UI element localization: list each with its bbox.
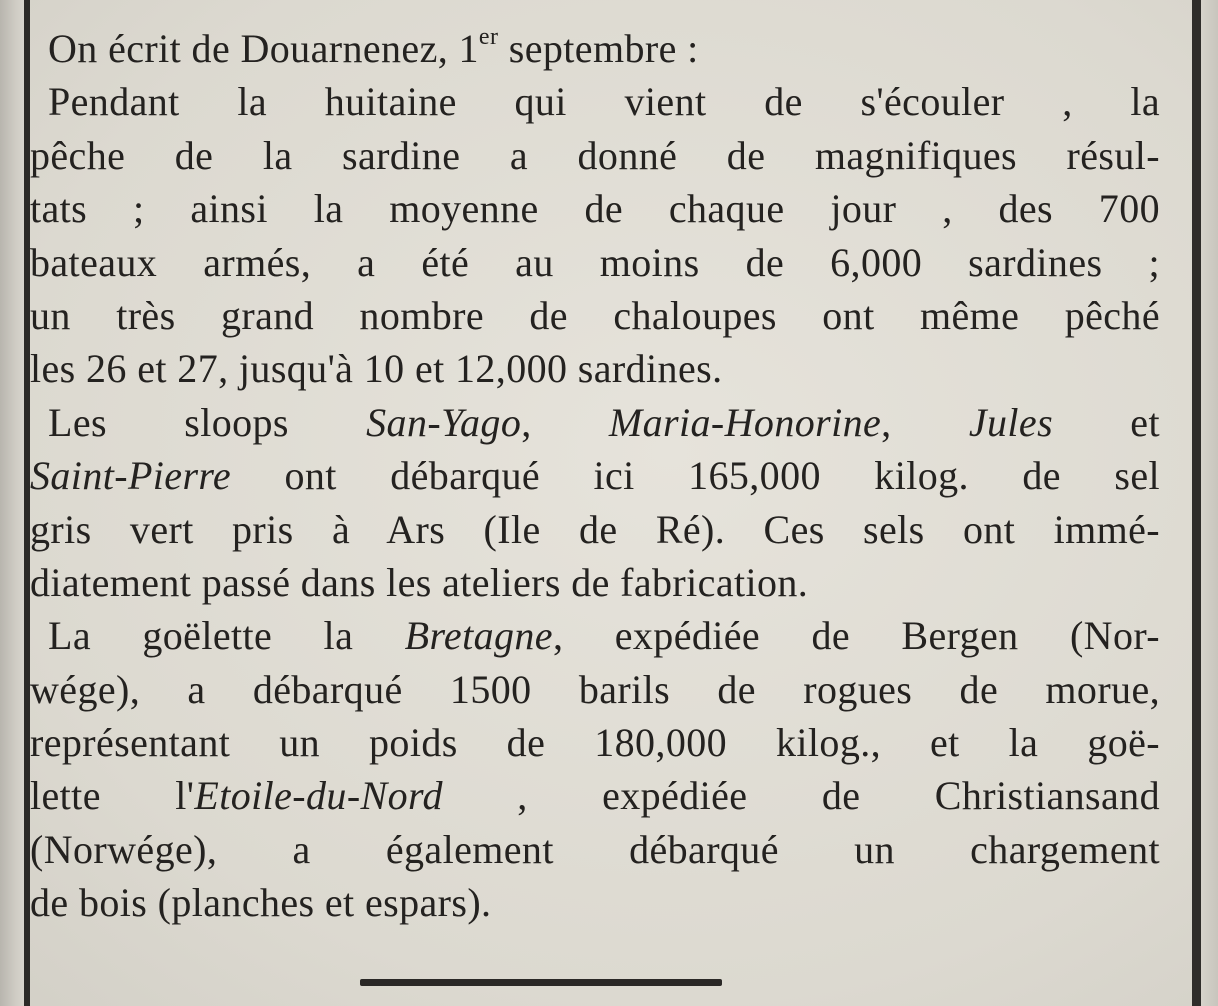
dateline: On écrit de Douarnenez, 1er septembre :	[48, 23, 699, 71]
article-line: les 26 et 27, jusqu'à 10 et 12,000 sardines.	[30, 346, 723, 392]
article-line: tats ; ainsi la moyenne de chaque jour , des 700	[30, 186, 1160, 232]
right-edge	[1201, 0, 1218, 1006]
article-line: un très grand nombre de chaloupes ont même pêché	[30, 292, 1160, 338]
article-line: (Norwége), a également débarqué un chargement	[30, 826, 1160, 872]
article-line: diatement passé dans les ateliers de fabrication.	[30, 559, 809, 605]
article-line: La goëlette la Bretagne, expédiée de Bergen (Nor-	[48, 613, 1160, 659]
article-line: gris vert pris à Ars (Ile de Ré). Ces sels ont immé-	[30, 506, 1160, 552]
article-line: représentant un poids de 180,000 kilog., et la goë-	[30, 720, 1160, 766]
article-line: pêche de la sardine a donné de magnifiques résul-	[30, 132, 1160, 178]
right-column-rule	[1192, 0, 1201, 1006]
article-line: lette l'Etoile-du-Nord , expédiée de Christiansand	[30, 773, 1160, 819]
ship-name: Maria-Honorine	[608, 399, 882, 445]
left-gutter	[0, 0, 26, 1006]
article-line: wége), a débarqué 1500 barils de rogues de morue,	[30, 666, 1160, 712]
ship-name: San-Yago	[366, 399, 522, 445]
article-line: de bois (planches et espars).	[30, 880, 492, 926]
ship-name: Bretagne	[404, 613, 553, 659]
article-line: Pendant la huitaine qui vient de s'écouler , la	[48, 79, 1160, 125]
article-line: Saint-Pierre ont débarqué ici 165,000 kilog. de sel	[30, 453, 1160, 499]
section-separator-rule	[360, 979, 722, 986]
ship-name: Etoile-du-Nord	[194, 773, 443, 819]
ship-name: Jules	[968, 399, 1054, 445]
ship-name: Saint-Pierre	[30, 453, 232, 499]
news-article	[30, 22, 1160, 930]
article-line: Les sloops San-Yago, Maria-Honorine, Jules et	[48, 399, 1160, 445]
article-line: bateaux armés, a été au moins de 6,000 sardines ;	[30, 239, 1160, 285]
